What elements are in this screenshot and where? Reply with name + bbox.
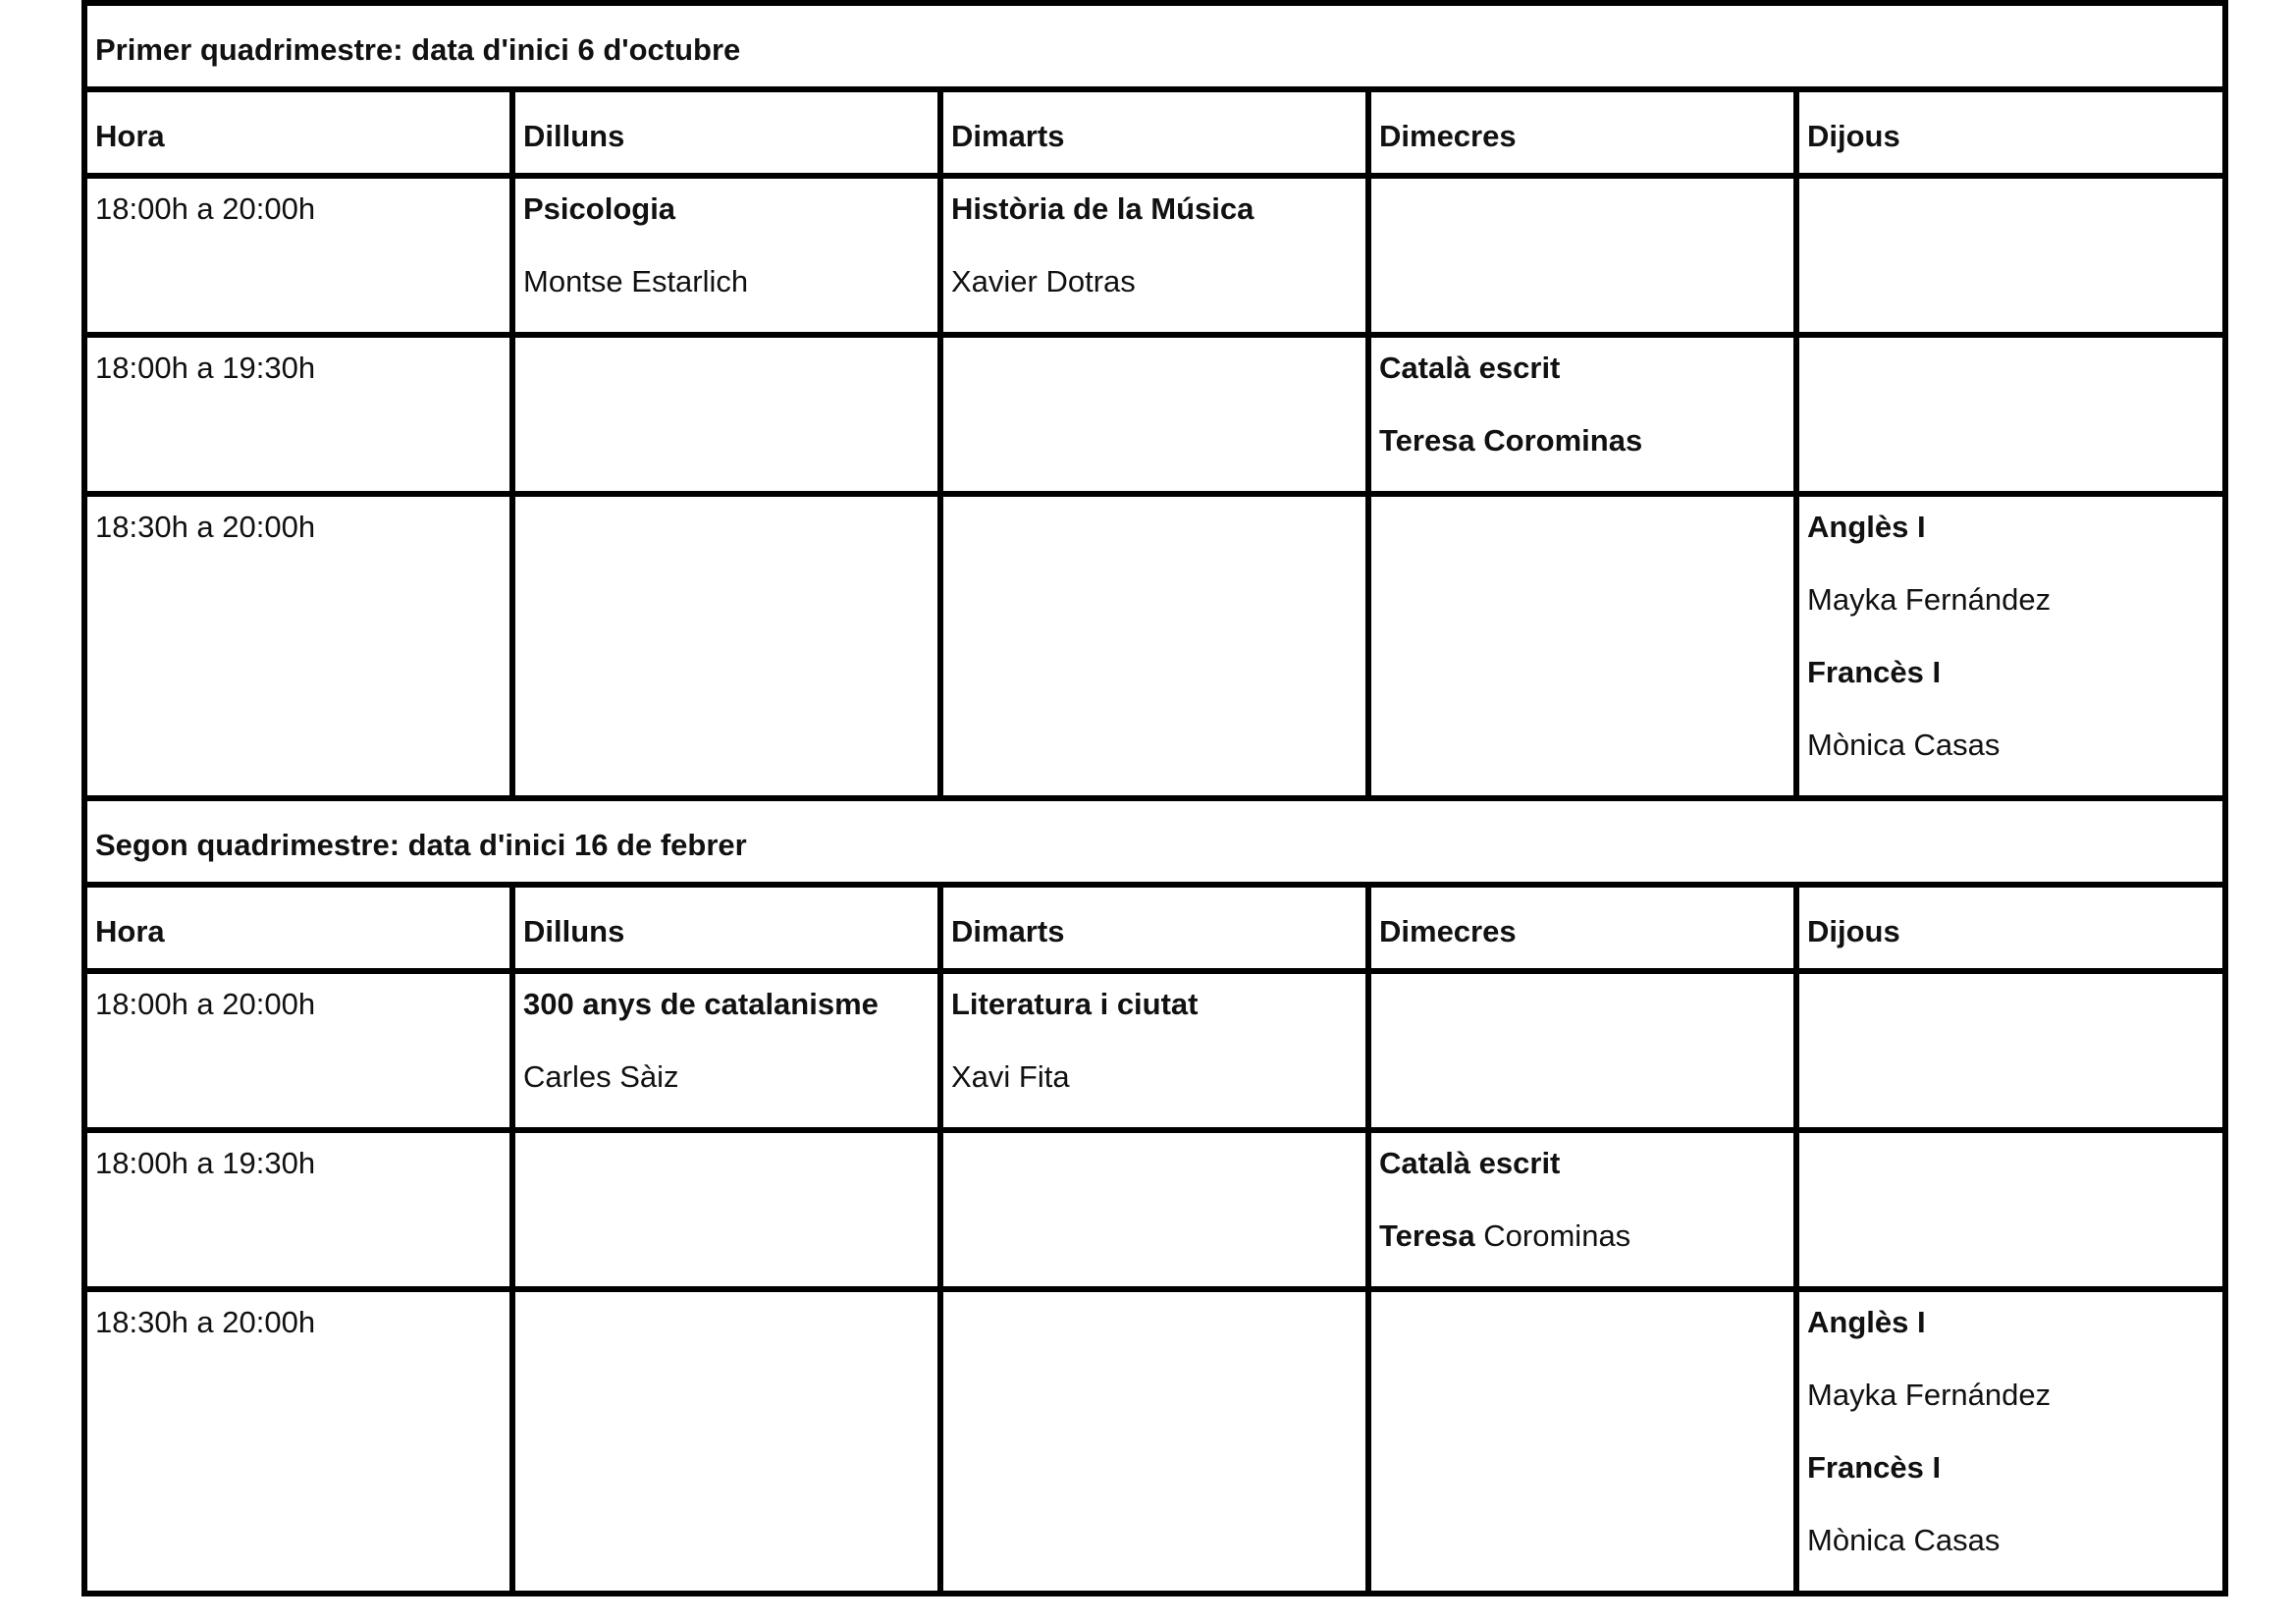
table-row [84, 494, 2225, 798]
header-hora: Hora [84, 885, 512, 971]
empty-cell [512, 1289, 940, 1594]
hora-text: 18:00h a 19:30h [95, 1146, 316, 1180]
course-name: Anglès I [1807, 1305, 1926, 1339]
course-name: Anglès I [1807, 510, 1926, 544]
table-row [84, 176, 2225, 335]
hora-text: 18:00h a 20:00h [95, 987, 316, 1021]
empty-cell [1796, 176, 2225, 335]
course-cell [1368, 1130, 1796, 1289]
empty-cell [1368, 1289, 1796, 1594]
table-row [84, 335, 2225, 494]
teacher-name: Mònica Casas [1807, 728, 2001, 762]
header-dijous: Dijous [1796, 885, 2225, 971]
hora-text: 18:00h a 19:30h [95, 351, 316, 385]
hora-text: 18:30h a 20:00h [95, 1305, 316, 1339]
empty-cell [1368, 176, 1796, 335]
empty-cell [1368, 971, 1796, 1130]
teacher-name: Mayka Fernández [1807, 582, 2052, 617]
teacher-last-name: Corominas [1483, 1218, 1631, 1253]
empty-cell [1796, 1130, 2225, 1289]
hora-cell [84, 971, 512, 1130]
teacher-name: Carles Sàiz [523, 1059, 679, 1094]
teacher-first-name: Teresa [1379, 1218, 1475, 1253]
hora-text: 18:00h a 20:00h [95, 191, 316, 226]
course-name: Català escrit [1379, 1146, 1561, 1180]
hora-cell [84, 335, 512, 494]
empty-cell [512, 494, 940, 798]
course-name: Història de la Música [951, 191, 1255, 226]
header-dimarts: Dimarts [940, 885, 1368, 971]
semester-title: Segon quadrimestre: data d'inici 16 de febrer [84, 798, 2225, 885]
table-row [84, 1130, 2225, 1289]
header-hora: Hora [84, 89, 512, 176]
table-row [84, 971, 2225, 1130]
semester-title-row [84, 3, 2225, 89]
empty-cell [1796, 335, 2225, 494]
header-row [84, 89, 2225, 176]
header-dijous: Dijous [1796, 89, 2225, 176]
empty-cell [940, 1289, 1368, 1594]
course-cell [1796, 494, 2225, 798]
schedule-table [81, 0, 2228, 1596]
teacher-name: Xavier Dotras [951, 264, 1136, 298]
course-name: Francès I [1807, 655, 1942, 689]
header-dilluns: Dilluns [512, 89, 940, 176]
empty-cell [1796, 971, 2225, 1130]
hora-cell [84, 176, 512, 335]
course-name: Psicologia [523, 191, 676, 226]
course-cell [940, 971, 1368, 1130]
teacher-name: Mayka Fernández [1807, 1378, 2052, 1412]
course-name: 300 anys de catalanisme [523, 987, 879, 1021]
course-name: Francès I [1807, 1450, 1942, 1485]
hora-cell [84, 1130, 512, 1289]
header-row [84, 885, 2225, 971]
header-dilluns: Dilluns [512, 885, 940, 971]
table-row [84, 1289, 2225, 1594]
empty-cell [1368, 494, 1796, 798]
header-dimecres: Dimecres [1368, 89, 1796, 176]
empty-cell [512, 335, 940, 494]
course-name: Català escrit [1379, 351, 1561, 385]
empty-cell [512, 1130, 940, 1289]
semester-title-row [84, 798, 2225, 885]
hora-cell [84, 1289, 512, 1594]
header-dimecres: Dimecres [1368, 885, 1796, 971]
course-name: Literatura i ciutat [951, 987, 1199, 1021]
semester-title: Primer quadrimestre: data d'inici 6 d'octubre [84, 3, 2225, 89]
teacher-name: Montse Estarlich [523, 264, 749, 298]
empty-cell [940, 335, 1368, 494]
empty-cell [940, 1130, 1368, 1289]
teacher-name [1379, 1214, 1786, 1286]
hora-text: 18:30h a 20:00h [95, 510, 316, 544]
course-cell [940, 176, 1368, 335]
course-cell [1796, 1289, 2225, 1594]
hora-cell [84, 494, 512, 798]
teacher-name: Mònica Casas [1807, 1523, 2001, 1557]
course-cell [1368, 335, 1796, 494]
empty-cell [940, 494, 1368, 798]
course-cell [512, 176, 940, 335]
course-cell [512, 971, 940, 1130]
header-dimarts: Dimarts [940, 89, 1368, 176]
teacher-name: Teresa Corominas [1379, 423, 1643, 458]
teacher-name: Xavi Fita [951, 1059, 1070, 1094]
